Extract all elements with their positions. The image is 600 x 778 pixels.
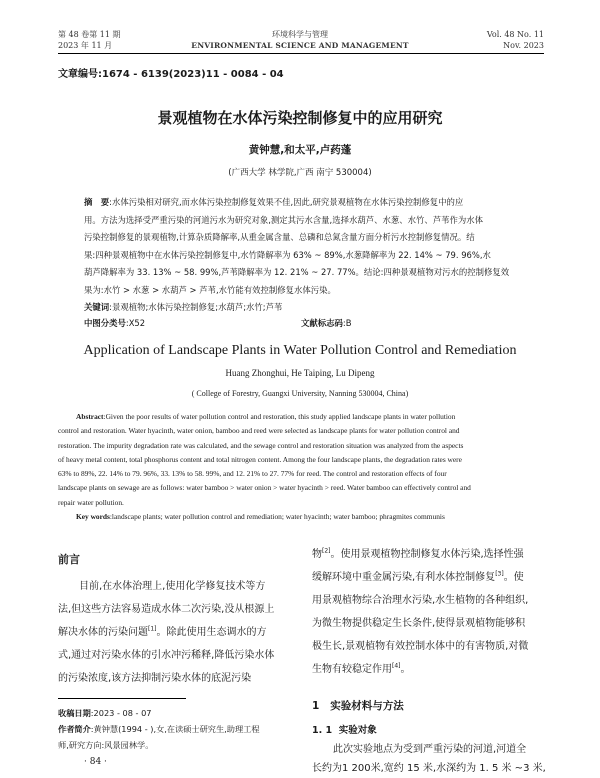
body-line: 物	[312, 549, 322, 560]
body-line: 的污染浓度,该方法抑制污染水体的底泥污染	[58, 673, 252, 684]
citation-ref: [2]	[322, 547, 331, 555]
body-line: 此次实验地点为受到严重污染的河道,河道全	[333, 744, 527, 755]
section-title: 实验材料与方法	[330, 700, 404, 712]
abstract-cn-line: :水体污染相对研究,而水体污染控制修复效果不佳,因此,研究景观植物在水体污染控制修复中的应	[109, 197, 464, 207]
header-journal-date: 2023 年 11 月	[58, 41, 113, 50]
clc-number	[84, 317, 145, 329]
body-line: 极生长,景观植物有效控制水体中的有害物质,对微	[312, 641, 529, 652]
header-journal-name-en: ENVIRONMENTAL SCIENCE AND MANAGEMENT	[191, 41, 409, 50]
author-bio-label: 作者简介	[58, 724, 91, 734]
keywords-en-label: Key words	[76, 512, 110, 522]
affiliation-en: ( College of Forestry, Guangxi University, Nanning 530004, China)	[191, 389, 409, 398]
keywords-cn-label: 关键词	[84, 302, 110, 312]
abstract-en-line: repair water pollution.	[58, 497, 124, 507]
body-line: 缓解环境中重金属污染,有利水体控制修复	[312, 572, 496, 583]
body-line: 。使	[503, 572, 524, 583]
body-line: 法,但这些方法容易造成水体二次污染,没从根源上	[58, 604, 275, 615]
abstract-cn-line: 果为:水竹 > 水葱 > 水葫芦 > 芦苇,水竹能有效控制修复水体污染。	[84, 284, 336, 295]
abstract-en-line: landscape plants on sewage are as follows: water bamboo > water onion > water hyacinth > reed. Water bamboo can effectively control and	[58, 483, 471, 493]
body-line: 。使用景观植物控制修复水体污染,选择性强	[330, 549, 524, 560]
body-line: 。除此使用生态调水的方	[156, 627, 267, 638]
doc-code-label: 文献标志码	[301, 318, 343, 328]
section-heading-1	[312, 698, 404, 713]
section-title: 实验对象	[338, 725, 377, 736]
body-line: 目前,在水体治理上,使用化学修复技术等方	[79, 581, 266, 592]
body-line: 。	[400, 664, 411, 675]
right-column-text	[312, 543, 546, 681]
header-rule	[58, 53, 544, 54]
keywords-cn	[84, 299, 544, 317]
header-journal-name-cn: 环境科学与管理	[272, 30, 328, 39]
abstract-cn	[84, 194, 544, 317]
title-cn: 景观植物在水体污染控制修复中的应用研究	[157, 109, 443, 127]
abstract-cn-line: 用。方法为选择受严重污染的河道污水为研究对象,测定其污水含量,选择水葫芦、水葱、水竹、芦苇作为水体	[84, 214, 483, 225]
left-column-text	[58, 575, 288, 690]
body-line: 用景观植物综合治理水污染,水生植物的各种组织,	[312, 595, 529, 606]
abstract-en	[58, 410, 546, 524]
clc-label: 中图分类号	[84, 318, 126, 328]
affiliation-cn: (广西大学 林学院,广西 南宁 530004)	[228, 168, 372, 178]
clc-value: :X52	[125, 318, 146, 328]
header-date-en: Nov. 2023	[503, 41, 544, 50]
section-1-1-text	[312, 740, 546, 778]
abstract-en-line: :Given the poor results of water pollution control and restoration, this study applied landscape plants in water pollution	[103, 412, 456, 421]
authors-en: Huang Zhonghui, He Taiping, Lu Dipeng	[225, 368, 375, 378]
section-number: 1	[312, 700, 320, 712]
body-line: 长约为1 200米,宽约 15 米,水深约为 1. 5 米 ~3 米,	[312, 763, 546, 774]
citation-ref: [3]	[495, 570, 504, 578]
section-heading-preface: 前言	[58, 553, 80, 566]
header-volume-en: Vol. 48 No. 11	[486, 30, 544, 39]
abstract-en-line: restoration. The impurity degradation rate was calculated, and the sewage control and restoration situation was analyzed from the aspects	[58, 440, 464, 450]
header-journal-volume: 第 48 卷第 11 期	[58, 30, 121, 39]
article-number: 文章编号:1674 - 6139(2023)11 - 0084 - 04	[58, 69, 284, 80]
abstract-cn-line: 污染控制修复的景观植物,计算杂质降解率,从重金属含量、总磷和总氮含量方面分析污水控制修复情况。结	[84, 232, 475, 242]
footnote	[58, 705, 260, 753]
abstract-en-line: of heavy metal content, total phosphorus content and total nitrogen content. Among the four landscape plants, the degradation rates were	[58, 454, 462, 464]
doc-code-value: :B	[342, 318, 352, 328]
keywords-en-text: :landscape plants; water pollution control and remediation; water hyacinth; water bamboo; phragmites communis	[109, 512, 445, 522]
title-en: Application of Landscape Plants in Water Pollution Control and Remediation	[83, 343, 517, 358]
body-line: 解决水体的污染问题	[58, 627, 148, 638]
footnote-rule	[58, 698, 186, 699]
document-code	[301, 317, 351, 329]
abstract-cn-label: 摘 要	[84, 197, 110, 207]
abstract-en-line: 63% to 89%, 22. 14% to 79. 96%, 33. 13% to 58. 99%, and 12. 21% to 27. 77% for reed. The control and restoration effects of four	[58, 469, 447, 479]
page-number: · 84 ·	[84, 757, 107, 767]
citation-ref: [1]	[148, 625, 157, 633]
body-line: 式,通过对污染水体的引水冲污稀释,降低污染水体	[58, 650, 275, 661]
body-line: 为微生物提供稳定生长条件,使得景观植物能够积	[312, 618, 526, 629]
keywords-cn-text: :景观植物;水体污染控制修复;水葫芦;水竹;芦苇	[109, 302, 283, 312]
received-date: :2023 - 08 - 07	[90, 708, 152, 718]
section-number: 1. 1	[312, 725, 333, 736]
received-label: 收稿日期	[58, 708, 91, 718]
section-heading-1-1	[312, 722, 377, 736]
abstract-en-label: Abstract	[76, 412, 104, 421]
abstract-en-line: control and restoration. Water hyacinth, water onion, bamboo and reed were selected as landscape plants for water pollution control and	[58, 426, 460, 436]
abstract-cn-line: 葫芦降解率为 33. 13% ~ 58. 99%,芦苇降解率为 12. 21% ~ 27. 77%。结论:四种景观植物对污水的控制修复效	[84, 267, 510, 277]
author-bio: 师,研究方向:风景园林学。	[58, 740, 154, 750]
citation-ref: [4]	[392, 662, 401, 670]
abstract-cn-line: 果:四种景观植物中在水体污染控制修复中,水竹降解率为 63% ~ 89%,水葱降解率为 22. 14% ~ 79. 96%,水	[84, 249, 491, 260]
body-line: 生物有较稳定作用	[312, 664, 392, 675]
author-bio: :黄钟慧(1994 - ),女,在读硕士研究生,助理工程	[90, 724, 260, 734]
keywords-en	[58, 510, 546, 524]
authors-cn: 黄钟慧,和太平,卢药蓬	[248, 144, 352, 156]
